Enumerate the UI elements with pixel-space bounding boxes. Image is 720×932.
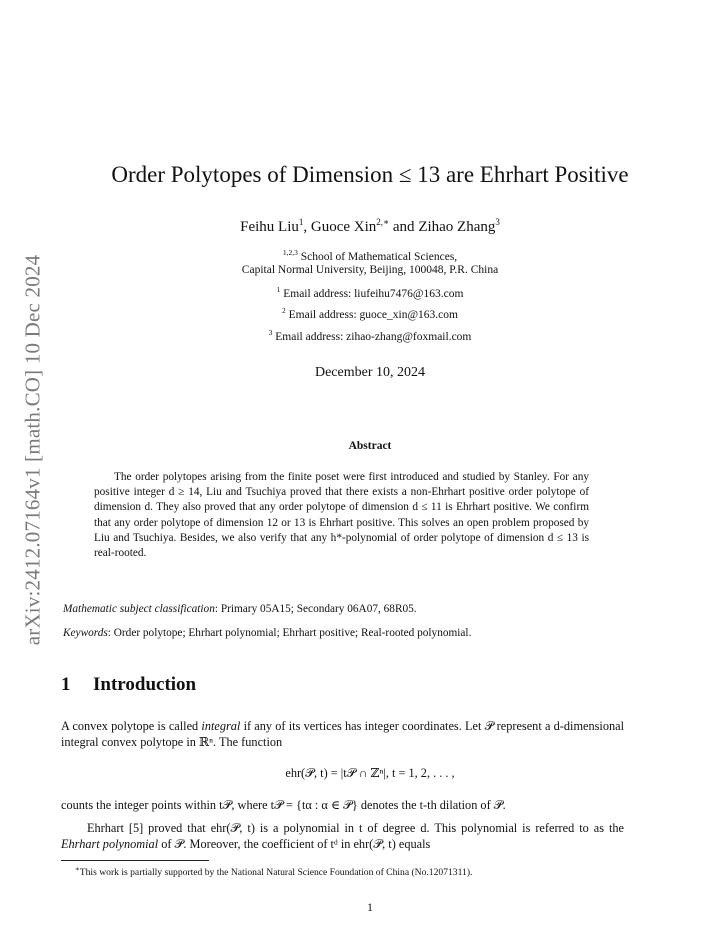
intro-paragraph-2: counts the integer points within t𝒫, where t𝒫 = {tα : α ∈ 𝒫} denotes the t-th dilation of 𝒫. [61,798,506,812]
msc-label: Mathematic subject classification [63,603,215,615]
affiliation-line-1: $^{1,2,3}$ School of Mathematical Sciences, [282,248,458,263]
section-number: 1 [61,674,71,695]
affiliation-mark: 1,2,3 [282,248,298,257]
page-number: 1 [367,900,373,914]
keywords-label: Keywords [63,627,108,639]
author-separator: , [303,219,311,235]
abstract-body: The order polytopes arising from the finite poset were first introduced and studied by Stanley. For any positive integer d ≥ 14, Liu and Tsuchiya proved that there exists a non-Ehrhart positive order polytope of dimension d. They also proved that any order polytope of dimension d ≤ 11 is Ehrhart positive. We confirm that any order polytope of dimension 12 or 13 is Ehrhart positive. This solves an open problem proposed by Liu and Tsuchiya. Besides, we also verify that any h*-polynomial of order polytope of dimension d ≤ 13 is real-rooted. [94,471,589,560]
intro-paragraph-1: A convex polytope is called integral if any of its vertices has integer coordinates. Let 𝒫 represent a d-dimensional integral convex polytope in ℝⁿ. The function [61,719,624,750]
author-name: Guoce Xin [310,219,377,235]
ehrhart-equation: ehr(𝒫, t) = |t𝒫 ∩ ℤⁿ|, t = 1, 2, . . . , [285,766,455,780]
paper-title: Order Polytopes of Dimension ≤ 13 are Ehrhart Positive [111,162,629,187]
author-affiliation-mark: 2,∗ [376,217,390,227]
author-list [0,217,720,236]
author-affiliation-mark: 1 [298,217,304,227]
section-heading [61,674,196,696]
footnote: ∗This work is partially supported by the National Natural Science Foundation of China (No.12071311). [75,865,473,879]
abstract-heading: Abstract [348,440,392,452]
footnote-rule [61,860,209,861]
email-line: $^3$ Email address: zihao-zhang@foxmail.com [268,328,472,343]
arxiv-stamp: arXiv:2412.07164v1 [math.CO] 10 Dec 2024 [20,254,45,646]
paper-date: December 10, 2024 [314,365,426,380]
author-separator: and [389,219,419,235]
section-title: Introduction [93,674,197,695]
email-line: $^2$ Email address: guoce_xin@163.com [282,306,458,321]
affiliation-line-2: Capital Normal University, Beijing, 100048, P.R. China [241,264,499,276]
email-line: $^1$ Email address: liufeihu7476@163.com [276,285,464,300]
author-name: Zihao Zhang [418,219,496,235]
subject-classification: Mathematic subject classification: Primary 05A15; Secondary 06A07, 68R05. [63,603,417,615]
intro-paragraph-3: Ehrhart [5] proved that ehr(𝒫, t) is a polynomial in t of degree d. This polynomial is referred to as the Ehrhart polynomial of 𝒫. Moreover, the coefficient of tᵈ in ehr(𝒫, t) equals [61,821,624,852]
author-affiliation-mark: 3 [495,217,500,227]
keywords: Keywords: Order polytope; Ehrhart polynomial; Ehrhart positive; Real-rooted polynomial. [63,627,472,639]
author-name: Feihu Liu [240,219,299,235]
